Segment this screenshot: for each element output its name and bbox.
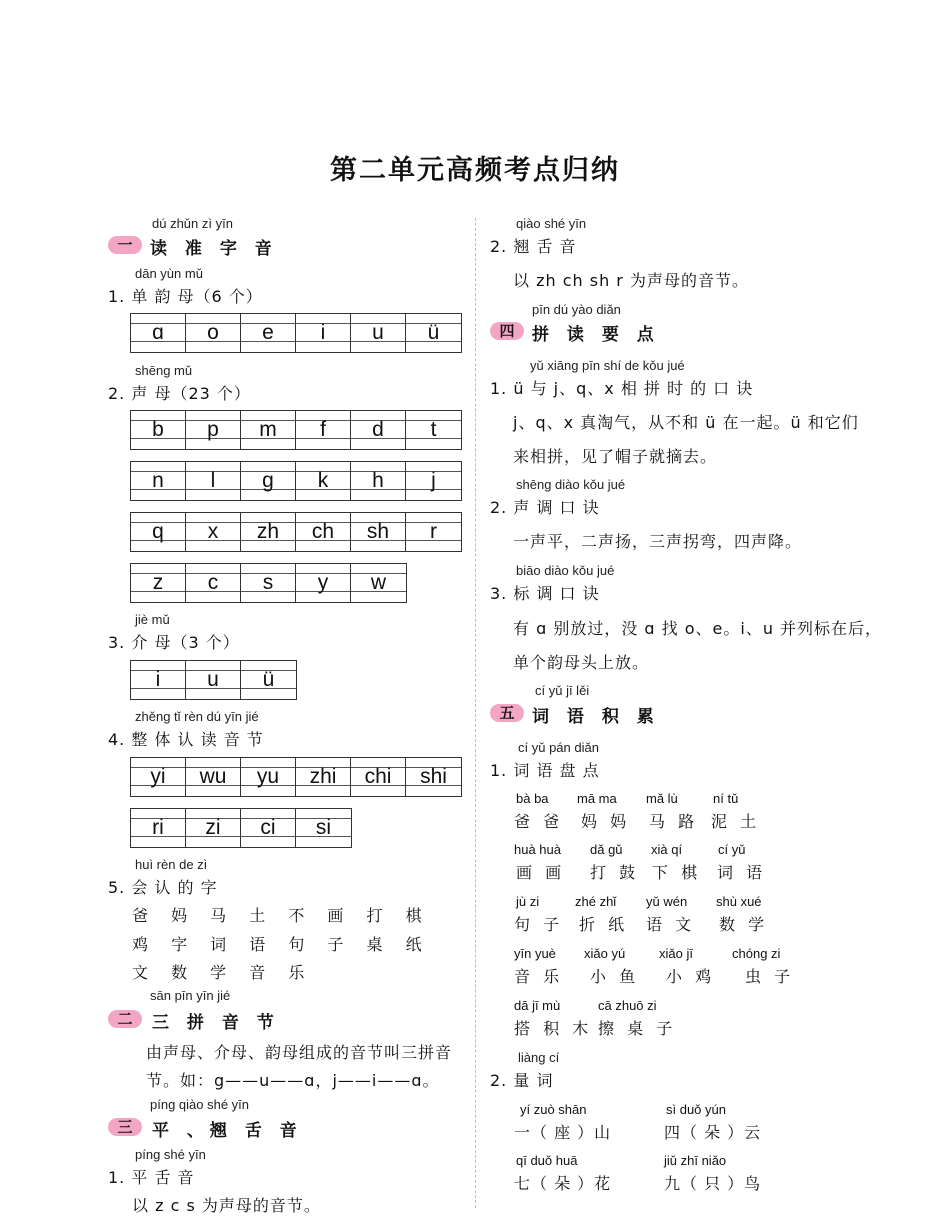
- letter-cell: x: [186, 513, 241, 551]
- item1-label: 1. 单 韵 母（6 个）: [108, 287, 263, 306]
- section3-pinyin: píng qiào shé yīn: [150, 1097, 250, 1112]
- measure-text: 四（ 朵 ）云: [664, 1123, 762, 1142]
- s4-item2-label: 2. 声 调 口 诀: [490, 498, 600, 517]
- word-text: 折 纸: [579, 915, 629, 934]
- section1-badge: 一: [108, 236, 142, 254]
- letter-cell: f: [296, 411, 351, 449]
- word-pinyin: mǎ lù: [646, 791, 678, 806]
- word-text: 数 学: [719, 915, 769, 934]
- letter-cell: sh: [351, 513, 406, 551]
- initials-grid-row4: [130, 563, 407, 603]
- s4-item3-pinyin: biāo diào kǒu jué: [516, 563, 615, 578]
- whole-syllable-grid-row2: [130, 808, 352, 848]
- word-text: 搭 积 木: [514, 1019, 593, 1038]
- s4-item2-text: 一声平，二声扬，三声拐弯，四声降。: [513, 532, 803, 551]
- word-pinyin: chóng zi: [732, 946, 781, 961]
- word-text: 妈 妈: [581, 812, 631, 831]
- word-pinyin: xiǎo jī: [659, 946, 693, 961]
- letter-cell: c: [186, 564, 241, 602]
- section2-text: 由声母、介母、韵母组成的音节叫三拼音: [146, 1043, 453, 1062]
- letter-cell: i: [131, 661, 186, 699]
- letter-cell: o: [186, 314, 241, 352]
- word-pinyin: ní tǔ: [713, 791, 739, 806]
- syllable-cell: chi: [351, 758, 406, 796]
- section3-title: 平 、翘 舌 音: [152, 1121, 303, 1141]
- word-pinyin: dǎ gǔ: [590, 842, 623, 857]
- letter-cell: r: [406, 513, 461, 551]
- section3-item1-pinyin: píng shé yīn: [135, 1147, 206, 1162]
- word-text: 马 路: [649, 812, 699, 831]
- s4-item3-text: 有 ɑ 别放过，没 ɑ 找 o、e。i、u 并列标在后，: [513, 619, 883, 638]
- item1-pinyin: dān yùn mǔ: [135, 266, 203, 281]
- letter-cell: l: [186, 462, 241, 500]
- syllable-cell: wu: [186, 758, 241, 796]
- word-pinyin: mā ma: [577, 791, 617, 806]
- syllable-cell: ri: [131, 809, 186, 847]
- letter-cell: ü: [406, 314, 461, 352]
- word-pinyin: yīn yuè: [514, 946, 556, 961]
- r-item2-label: 2. 翘 舌 音: [490, 237, 577, 256]
- item5-pinyin: huì rèn de zì: [135, 857, 208, 872]
- section5-badge: 五: [490, 704, 524, 722]
- word-pinyin: dā jī mù: [514, 998, 561, 1013]
- word-pinyin: huà huà: [514, 842, 561, 857]
- item5-label: 5. 会 认 的 字: [108, 878, 218, 897]
- word-pinyin: cā zhuō zi: [598, 998, 657, 1013]
- word-text: 句 子: [514, 915, 564, 934]
- syllable-cell: zi: [186, 809, 241, 847]
- s4-item1-pinyin: yǔ xiāng pīn shí de kǒu jué: [530, 358, 685, 373]
- s5-item2-pinyin: liàng cí: [518, 1050, 560, 1065]
- initials-grid-row3: [130, 512, 462, 552]
- word-text: 下 棋: [652, 863, 702, 882]
- measure-pinyin: jiǔ zhī niǎo: [664, 1153, 727, 1168]
- letter-cell: k: [296, 462, 351, 500]
- letter-cell: zh: [241, 513, 296, 551]
- word-pinyin: xiǎo yú: [584, 946, 626, 961]
- letter-cell: z: [131, 564, 186, 602]
- letter-cell: w: [351, 564, 406, 602]
- letter-cell: i: [296, 314, 351, 352]
- word-text: 打 鼓: [590, 863, 640, 882]
- syllable-cell: ci: [241, 809, 296, 847]
- s5-item1-label: 1. 词 语 盘 点: [490, 761, 600, 780]
- letter-cell: n: [131, 462, 186, 500]
- section1-pinyin: dú zhǔn zì yīn: [152, 216, 233, 231]
- letter-cell: ü: [241, 661, 296, 699]
- word-text: 小 鸡: [666, 967, 716, 986]
- s5-item1-pinyin: cí yǔ pán diǎn: [518, 740, 599, 755]
- letter-cell: e: [241, 314, 296, 352]
- letter-cell: y: [296, 564, 351, 602]
- word-pinyin: shù xué: [716, 894, 762, 909]
- measure-pinyin: yí zuò shān: [520, 1102, 587, 1117]
- chars-row: 爸 妈 马 土 不 画 打 棋: [132, 906, 431, 925]
- section5-title: 词 语 积 累: [532, 707, 660, 727]
- item2-label: 2. 声 母（23 个）: [108, 384, 251, 403]
- r-item2-pinyin: qiào shé yīn: [516, 216, 587, 231]
- medial-grid: [130, 660, 297, 700]
- s4-item1-label: 1. ü 与 j、q、x 相 拼 时 的 口 诀: [490, 379, 754, 398]
- letter-cell: s: [241, 564, 296, 602]
- measure-pinyin: sì duǒ yún: [666, 1102, 726, 1117]
- word-pinyin: xià qí: [651, 842, 683, 857]
- letter-cell: u: [351, 314, 406, 352]
- word-pinyin: yǔ wén: [646, 894, 688, 909]
- item4-label: 4. 整 体 认 读 音 节: [108, 730, 264, 749]
- item3-pinyin: jiè mǔ: [135, 612, 170, 627]
- word-text: 画 画: [516, 863, 566, 882]
- s4-item2-pinyin: shēng diào kǒu jué: [516, 477, 626, 492]
- section2-badge: 二: [108, 1010, 142, 1028]
- letter-cell: j: [406, 462, 461, 500]
- word-text: 爸 爸: [514, 812, 564, 831]
- word-pinyin: cí yǔ: [718, 842, 746, 857]
- r-item2-text: 以 zh ch sh r 为声母的音节。: [513, 271, 749, 290]
- letter-cell: t: [406, 411, 461, 449]
- syllable-cell: yu: [241, 758, 296, 796]
- section3-item1-label: 1. 平 舌 音: [108, 1168, 195, 1187]
- letter-cell: q: [131, 513, 186, 551]
- word-text: 词 语: [717, 863, 767, 882]
- vowel-grid: [130, 313, 462, 353]
- section3-item1-text: 以 z c s 为声母的音节。: [132, 1196, 321, 1215]
- word-text: 音 乐: [514, 967, 564, 986]
- word-pinyin: jù zi: [516, 894, 540, 909]
- section2-text: 节。如：g——u——ɑ，j——i——ɑ。: [146, 1071, 440, 1090]
- initials-grid-row1: [130, 410, 462, 450]
- syllable-cell: shi: [406, 758, 461, 796]
- word-pinyin: zhé zhǐ: [575, 894, 617, 909]
- letter-cell: d: [351, 411, 406, 449]
- letter-cell: g: [241, 462, 296, 500]
- item2-pinyin: shēng mǔ: [135, 363, 193, 378]
- word-pinyin: bà ba: [516, 791, 549, 806]
- letter-cell: p: [186, 411, 241, 449]
- letter-cell: b: [131, 411, 186, 449]
- measure-text: 七（ 朵 ）花: [514, 1174, 612, 1193]
- letter-cell: ch: [296, 513, 351, 551]
- section1-title: 读 准 字 音: [150, 239, 278, 259]
- letter-cell: u: [186, 661, 241, 699]
- s4-item1-text: 来相拼，见了帽子就摘去。: [513, 447, 718, 466]
- chars-row: 鸡 字 词 语 句 子 桌 纸: [132, 935, 431, 954]
- s5-item2-label: 2. 量 词: [490, 1071, 554, 1090]
- syllable-cell: si: [296, 809, 351, 847]
- item4-pinyin: zhěng tǐ rèn dú yīn jié: [135, 709, 259, 724]
- section4-badge: 四: [490, 322, 524, 340]
- section2-title: 三 拼 音 节: [152, 1013, 280, 1033]
- s4-item3-text: 单个韵母头上放。: [513, 653, 650, 672]
- word-text: 虫 子: [745, 967, 795, 986]
- initials-grid-row2: [130, 461, 462, 501]
- measure-pinyin: qī duǒ huā: [516, 1153, 578, 1168]
- letter-cell: m: [241, 411, 296, 449]
- measure-text: 一（ 座 ）山: [514, 1123, 612, 1142]
- word-text: 语 文: [646, 915, 696, 934]
- letter-cell: h: [351, 462, 406, 500]
- page-title: 第二单元高频考点归纳: [330, 155, 620, 186]
- measure-text: 九（ 只 ）鸟: [664, 1174, 762, 1193]
- syllable-cell: yi: [131, 758, 186, 796]
- whole-syllable-grid-row1: [130, 757, 462, 797]
- section5-pinyin: cí yǔ jī lěi: [535, 683, 590, 698]
- section4-title: 拼 读 要 点: [532, 325, 660, 345]
- chars-row: 文 数 学 音 乐: [132, 963, 314, 982]
- word-text: 泥 土: [711, 812, 761, 831]
- syllable-cell: zhi: [296, 758, 351, 796]
- section2-pinyin: sān pīn yīn jié: [150, 988, 231, 1003]
- word-text: 小 鱼: [590, 967, 640, 986]
- section3-badge: 三: [108, 1118, 142, 1136]
- word-text: 擦 桌 子: [598, 1019, 677, 1038]
- letter-cell: ɑ: [131, 314, 186, 352]
- s4-item3-label: 3. 标 调 口 诀: [490, 584, 600, 603]
- item3-label: 3. 介 母（3 个）: [108, 633, 240, 652]
- s4-item1-text: j、q、x 真淘气，从不和 ü 在一起。ü 和它们: [513, 413, 859, 432]
- column-divider: [475, 218, 476, 1208]
- section4-pinyin: pīn dú yào diǎn: [532, 302, 621, 317]
